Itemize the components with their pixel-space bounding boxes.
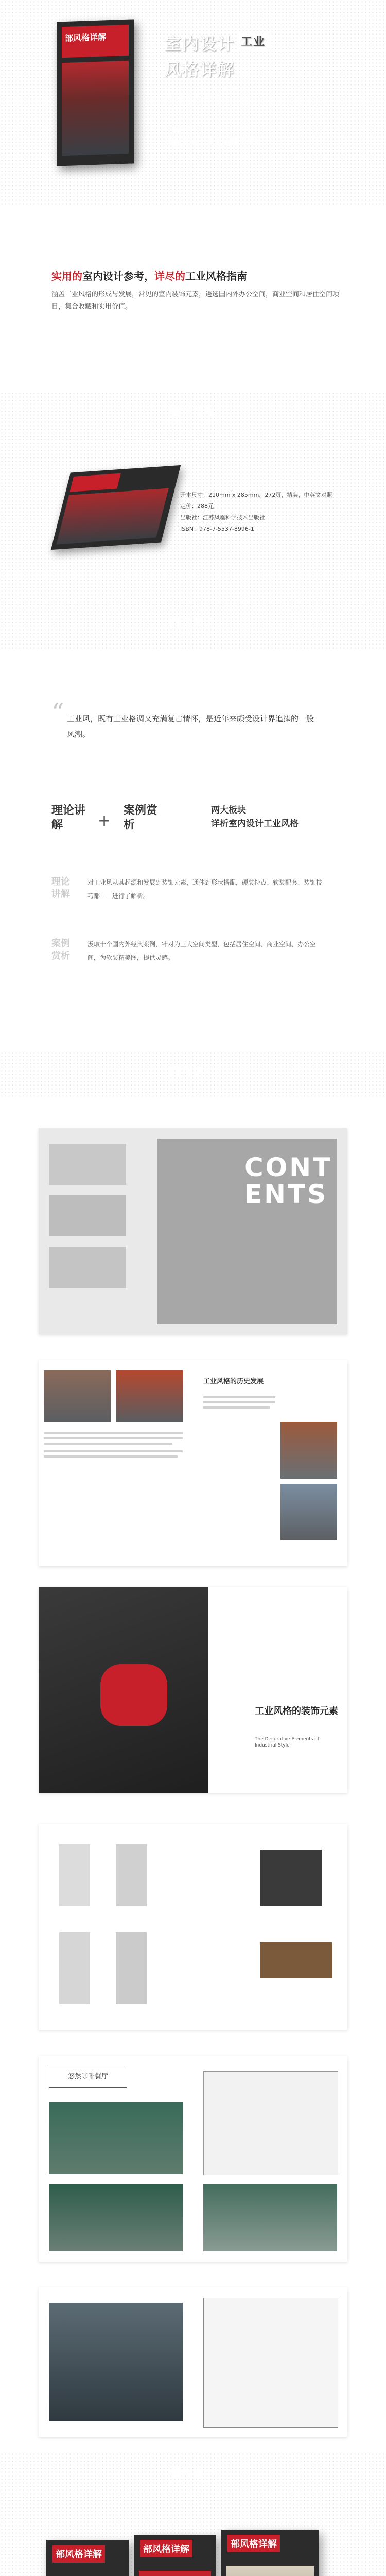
basic-book-image: [51, 465, 181, 550]
section-basic-header: [0, 392, 386, 438]
related-book-2: [134, 2535, 216, 2576]
hero-title-badge: 工业: [238, 31, 269, 51]
related-book-2-title: 部风格详解: [140, 2540, 192, 2557]
interior-photo: [49, 2303, 183, 2421]
text-line: [44, 1455, 178, 1458]
cafe-photo-3: [203, 2184, 337, 2251]
basic-info-list: [180, 489, 365, 535]
theory-head: 理论讲解: [51, 876, 70, 900]
quote-mark-icon: “: [51, 698, 64, 727]
spread5-title: 悠然咖啡餐厅: [49, 2066, 127, 2088]
stool-photo-1: [59, 1932, 90, 2004]
spec-line: 开本尺寸：210mm x 285mm，272页，精装，中英文对照: [180, 492, 332, 498]
spread-decor-elements: [39, 1587, 347, 1793]
text-line: [44, 1443, 172, 1445]
contents-photo-2: [49, 1195, 126, 1236]
floorplan-drawing: [203, 2298, 338, 2428]
case-text: 汲取十个国内外经典案例，针对为三大空间类型，包括居住空间、商业空间、办公空间，为软装精美图，提供灵感。: [87, 941, 317, 961]
history-photo-3: [280, 1422, 337, 1479]
item-case: 案例赏析: [124, 804, 158, 832]
book-cover-title: 部风格详解: [65, 32, 107, 44]
section-related-title: 相关图书: [169, 2466, 217, 2478]
basic-book-red-band: [69, 473, 120, 492]
contents-photo-3: [49, 1247, 126, 1288]
basic-info-section: [0, 438, 386, 603]
spread2-title: 工业风格的历史发展: [203, 1378, 264, 1385]
isbn-line: ISBN：978-7-5537-8996-1: [180, 526, 254, 532]
intro-section: [0, 206, 386, 392]
section-pages-title: 内页展示: [169, 1064, 217, 1077]
related-section: [0, 2499, 386, 2576]
chair-photo-3: [260, 1850, 322, 1906]
book-cover-photo: [62, 61, 129, 156]
chair-photo-1: [59, 1844, 90, 1906]
intro-headline: [51, 268, 247, 283]
intro-paragraph: 涵盖工业风格的形成与发展，常见的室内装饰元素，遴选国内外办公空间，商业空间和居住空间项目，集合收藏和实用价值。: [51, 291, 340, 311]
headline-mid: 室内设计参考，: [82, 270, 154, 282]
item-theory: 理论讲解: [51, 804, 86, 832]
hero-title-line2: 风格详解: [165, 60, 235, 79]
cafe-floorplan: [203, 2071, 338, 2175]
section-intro-title: 内容简介: [169, 616, 217, 629]
history-photo-2: [116, 1370, 183, 1422]
intro-detail-section: [0, 649, 386, 1051]
section-basic-subtitle: Basic Information: [162, 418, 224, 424]
two-sections-row: [51, 804, 340, 840]
theory-text: 对工业风从其起源和发展到装饰元素，通体到形状搭配，硬装特点、软装配套、装饰技巧都——进行了解析。: [87, 879, 323, 900]
contents-photo-1: [49, 1144, 126, 1185]
stool-photo-2: [116, 1932, 147, 2004]
hero-title-block: [165, 31, 340, 101]
desc-line2: 详析室内设计工业风格: [211, 819, 299, 829]
basic-book-photo: [57, 488, 169, 545]
two-sections-desc: [211, 804, 299, 831]
spread-furniture: [39, 1824, 347, 2030]
desc-line1: 两大板块: [211, 805, 246, 816]
hero-title-text1: 室内设计: [165, 34, 235, 54]
spread-cafe: [39, 2056, 347, 2262]
text-line: [44, 1450, 183, 1452]
section-pages-header: [0, 1051, 386, 1097]
spread-contents: [39, 1128, 347, 1334]
history-photo-1: [44, 1370, 111, 1422]
section-related-subtitle: Similar Books: [169, 2479, 217, 2485]
spread-floorplan: [39, 2287, 347, 2437]
spread3-en: The Decorative Elements of Industrial Style: [255, 1737, 319, 1748]
cafe-photo-2: [49, 2184, 183, 2251]
chair-photo-2: [116, 1844, 147, 1906]
text-line: [203, 1401, 275, 1403]
text-line: [203, 1396, 275, 1398]
section-intro-header: [0, 603, 386, 649]
history-photo-4: [280, 1484, 337, 1540]
contents-word: CONTENTS: [244, 1153, 333, 1209]
table-photo: [260, 1942, 332, 1978]
headline-red-2: 详尽的: [154, 270, 185, 282]
text-line: [203, 1406, 270, 1409]
text-line: [44, 1432, 183, 1434]
related-book-3: [221, 2530, 319, 2576]
related-book-1: [46, 2540, 129, 2576]
related-book-3-photo: [226, 2566, 314, 2576]
text-line: [44, 1437, 183, 1439]
cafe-photo-1: [49, 2102, 183, 2174]
section-pages-subtitle: Page Display: [170, 1078, 216, 1083]
hero-tagline-1: 一本书: [165, 125, 190, 135]
hero-tagline-2: 带你走进工业风格的世界！: [165, 138, 264, 147]
related-book-3-title: 部风格详解: [227, 2535, 280, 2552]
price-line: 定价：288元: [180, 503, 214, 510]
publisher-line: 出版社：江苏凤凰科学技术出版社: [180, 514, 265, 521]
headline-red-1: 实用的: [51, 270, 82, 282]
hero-title-line1: [165, 31, 340, 55]
case-head: 案例赏析: [51, 938, 70, 961]
section-basic-title: 基本信息: [169, 405, 217, 417]
intro-quote: 工业风，既有工业格调又充满复古情怀，是近年来颇受设计界追捧的一股风潮。: [67, 714, 314, 739]
hero-book-cover: [57, 19, 134, 166]
hero-banner: [0, 0, 386, 206]
related-book-2-photo: [139, 2571, 211, 2576]
section-intro-subtitle: Introduction: [171, 630, 215, 635]
plus-icon: +: [98, 812, 111, 830]
decor-red-object: [100, 1664, 167, 1726]
spread-history: [39, 1360, 347, 1566]
related-book-1-title: 部风格详解: [52, 2545, 105, 2563]
hero-english-title: MANUAL OF INDUSTRIAL INTERIOR DESIGN: [165, 86, 251, 100]
section-related-header: [0, 2452, 386, 2499]
spread3-title: 工业风格的装饰元素: [255, 1706, 338, 1717]
headline-end: 工业风格指南: [185, 270, 247, 282]
